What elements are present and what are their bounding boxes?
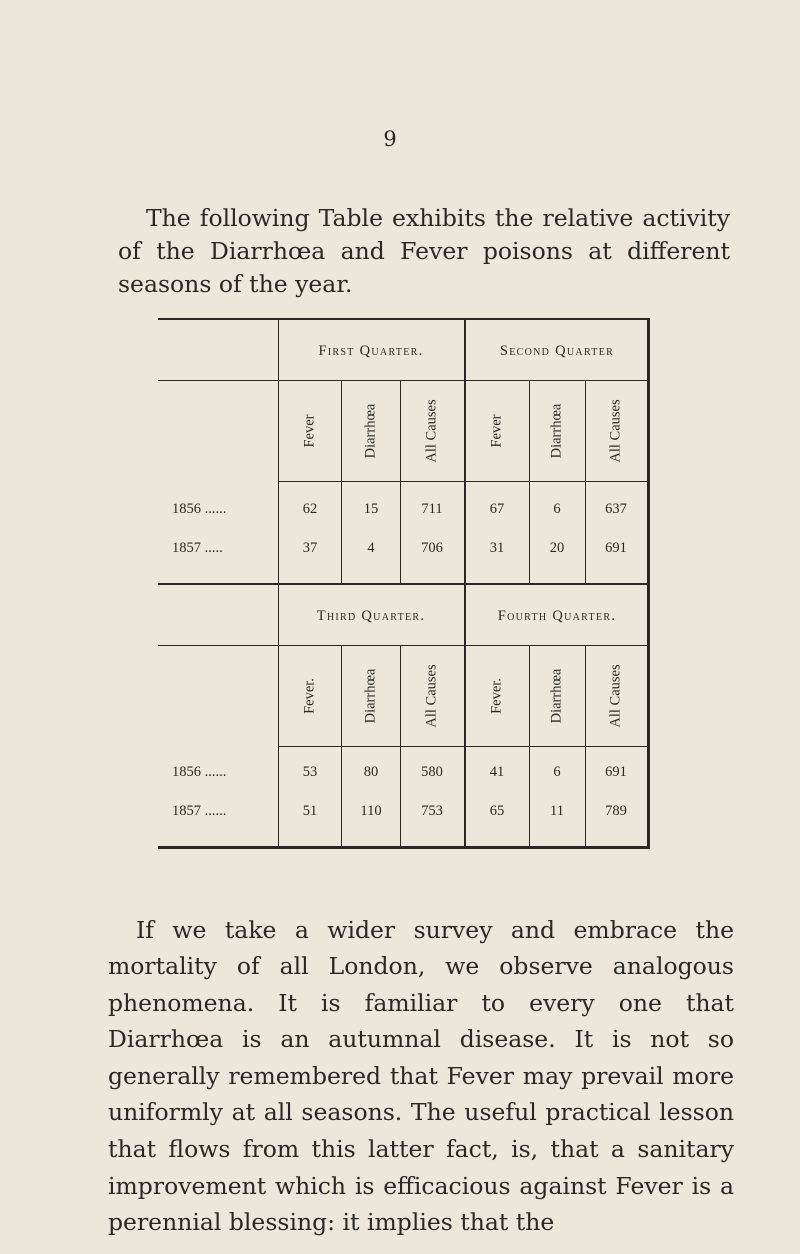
top-subheader-rule bbox=[278, 481, 648, 482]
column-header: All Causes bbox=[423, 399, 440, 463]
second-quarter-header: Second Quarter bbox=[499, 343, 615, 359]
third-quarter-header: Third Quarter. bbox=[316, 608, 426, 624]
table-cell: 62 bbox=[302, 501, 318, 517]
row-year: 1857 ..... bbox=[172, 540, 223, 556]
table-cell: 637 bbox=[605, 501, 627, 517]
first-quarter-header: First Quarter. bbox=[318, 343, 424, 359]
table-border-bottom bbox=[158, 846, 650, 849]
bottom-col-divider-1 bbox=[341, 645, 342, 846]
bottom-col-divider-4 bbox=[585, 645, 586, 846]
bottom-col-divider-3 bbox=[529, 645, 530, 846]
top-col-divider-4 bbox=[585, 380, 586, 583]
table-cell: 711 bbox=[421, 501, 443, 517]
column-header: Fever bbox=[301, 414, 318, 448]
section-divider bbox=[158, 583, 650, 585]
table-cell: 11 bbox=[550, 803, 564, 819]
column-header: Diarrhœa bbox=[362, 403, 379, 459]
table-cell: 31 bbox=[489, 540, 505, 556]
fourth-quarter-header: Fourth Quarter. bbox=[497, 608, 617, 624]
bottom-subheader-rule bbox=[278, 746, 648, 747]
table-cell: 110 bbox=[360, 803, 382, 819]
table-cell: 580 bbox=[421, 764, 443, 780]
table-cell: 67 bbox=[489, 501, 505, 517]
table-cell: 20 bbox=[549, 540, 565, 556]
column-header: Diarrhœa bbox=[548, 668, 565, 724]
table-cell: 37 bbox=[302, 540, 318, 556]
table-cell: 65 bbox=[489, 803, 505, 819]
table-cell: 51 bbox=[302, 803, 318, 819]
table-cell: 789 bbox=[605, 803, 627, 819]
top-col-divider-3 bbox=[529, 380, 530, 583]
table-cell: 15 bbox=[363, 501, 379, 517]
column-header: All Causes bbox=[607, 399, 624, 463]
bottom-header-rule bbox=[158, 645, 650, 646]
column-header: Diarrhœa bbox=[548, 403, 565, 459]
table-cell: 6 bbox=[553, 764, 561, 780]
column-header: Fever. bbox=[488, 678, 505, 714]
table-cell: 753 bbox=[421, 803, 443, 819]
column-header: All Causes bbox=[423, 664, 440, 728]
table-cell: 6 bbox=[553, 501, 561, 517]
mortality-table bbox=[158, 318, 650, 848]
column-header: Fever bbox=[488, 414, 505, 448]
row-year: 1856 ...... bbox=[172, 501, 227, 517]
table-cell: 80 bbox=[363, 764, 379, 780]
table-cell: 691 bbox=[605, 540, 627, 556]
page-number: 9 bbox=[383, 127, 397, 151]
table-cell: 4 bbox=[367, 540, 375, 556]
row-year: 1856 ...... bbox=[172, 764, 227, 780]
bottom-col-divider-2 bbox=[400, 645, 401, 846]
column-header: Diarrhœa bbox=[362, 668, 379, 724]
column-header: Fever. bbox=[301, 678, 318, 714]
closing-paragraph: If we take a wider survey and embrace the mortality of all London, we observe analogous phenomena. It is familiar to every one that Diarrhœa is an autumnal disease. It is not so generally remembered that Fever may prevail more uniformly at all seasons. The useful practical lesson that flows from this latter fact, is, that a sanitary improvement which is efficacious against Fever is a perennial blessing: it implies that the bbox=[108, 915, 734, 1237]
top-header-rule bbox=[158, 380, 650, 381]
table-cell: 53 bbox=[302, 764, 318, 780]
column-header: All Causes bbox=[607, 664, 624, 728]
top-col-divider-2 bbox=[400, 380, 401, 583]
intro-paragraph: The following Table exhibits the relative activity of the Diarrhœa and Fever poisons at different seasons of the year. bbox=[118, 203, 730, 298]
table-cell: 706 bbox=[421, 540, 443, 556]
row-year: 1857 ...... bbox=[172, 803, 227, 819]
table-border-top bbox=[158, 318, 650, 320]
top-col-divider-1 bbox=[341, 380, 342, 583]
table-cell: 41 bbox=[489, 764, 505, 780]
table-cell: 691 bbox=[605, 764, 627, 780]
